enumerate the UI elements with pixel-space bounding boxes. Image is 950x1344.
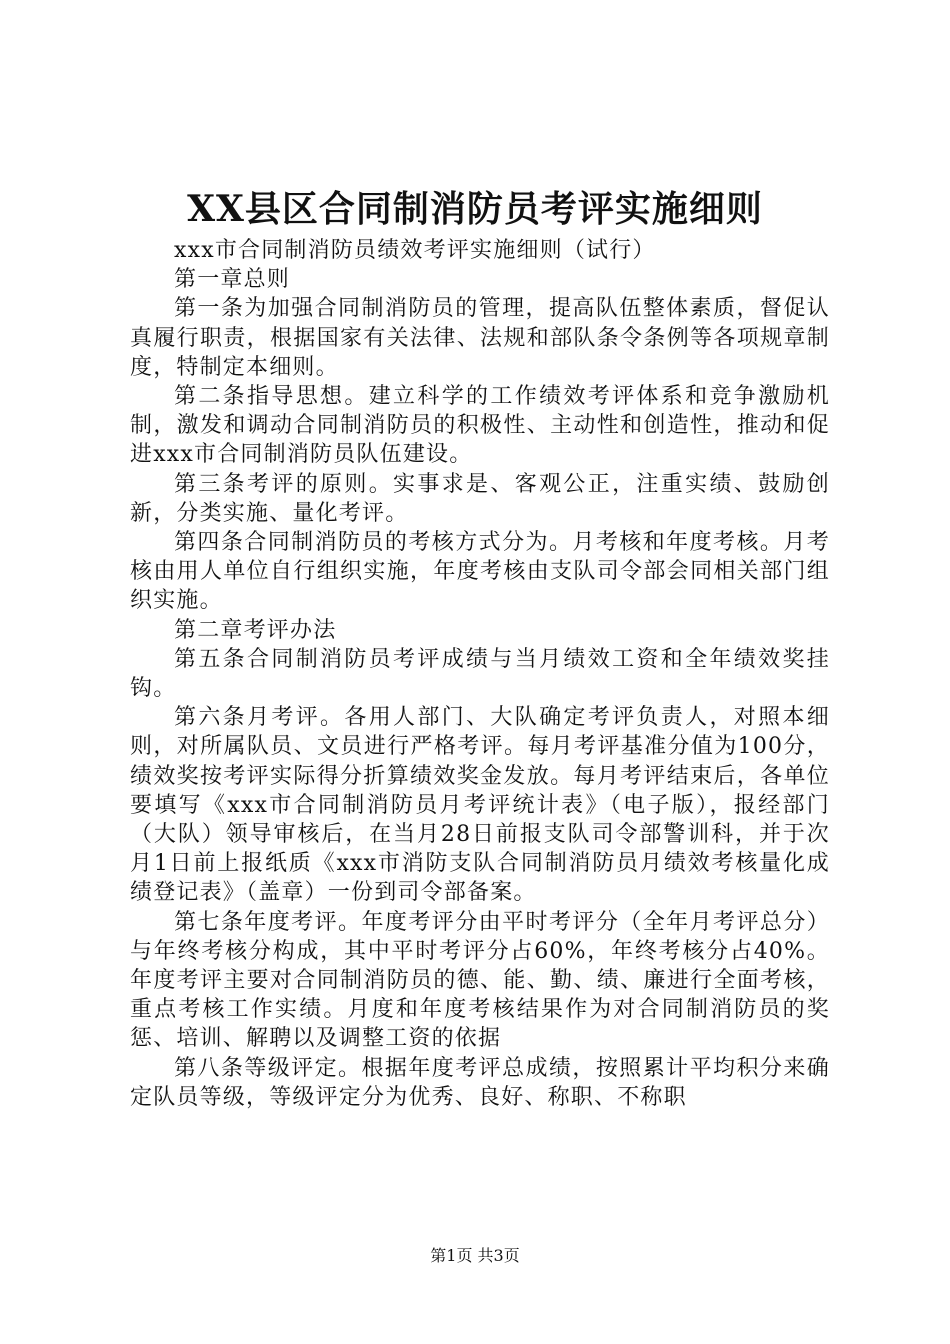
article-paragraph: 第八条等级评定。根据年度考评总成绩，按照累计平均积分来确定队员等级，等级评定分为优秀、良好、称职、不称职	[130, 1055, 830, 1110]
document-title: XX县区合同制消防员考评实施细则	[187, 188, 763, 230]
article-paragraph: 第三条考评的原则。实事求是、客观公正，注重实绩、鼓励创新，分类实施、量化考评。	[130, 471, 830, 526]
subtitle-paragraph: xxx市合同制消防员绩效考评实施细则（试行）	[174, 238, 656, 263]
article-paragraph: 第六条月考评。各用人部门、大队确定考评负责人，对照本细则，对所属队员、文员进行严格考评。每月考评基准分值为100分，绩效奖按考评实际得分折算绩效奖金发放。每月考评结束后，各单位要填写《xxx市合同制消防员月考评统计表》（电子版），报经部门（大队）领导审核后，在当月28日前报支队司令部警训科，并于次月1日前上报纸质《xxx市消防支队合同制消防员月绩效考核量化成绩登记表》（盖章）一份到司令部备案。	[130, 705, 830, 906]
chapter-heading: 第二章考评办法	[174, 617, 337, 643]
document-body	[130, 236, 830, 1112]
article-paragraph: 第一条为加强合同制消防员的管理，提高队伍整体素质，督促认真履行职责，根据国家有关法律、法规和部队条令条例等各项规章制度，特制定本细则。	[130, 296, 830, 380]
article-paragraph: 第七条年度考评。年度考评分由平时考评分（全年月考评总分）与年终考核分构成，其中平时考评分占60%，年终考核分占40%。年度考评主要对合同制消防员的德、能、勤、绩、廉进行全面考核，重点考核工作实绩。月度和年度考核结果作为对合同制消防员的奖惩、培训、解聘以及调整工资的依据	[130, 909, 830, 1052]
page-number-footer: 第1页 共3页	[430, 1246, 520, 1265]
article-paragraph: 第二条指导思想。建立科学的工作绩效考评体系和竞争激励机制，激发和调动合同制消防员的积极性、主动性和创造性，推动和促进xxx市合同制消防员队伍建设。	[130, 384, 830, 468]
chapter-heading: 第一章总则	[174, 267, 291, 293]
article-paragraph: 第五条合同制消防员考评成绩与当月绩效工资和全年绩效奖挂钩。	[130, 646, 830, 702]
article-paragraph: 第四条合同制消防员的考核方式分为。月考核和年度考核。月考核由用人单位自行组织实施，年度考核由支队司令部会同相关部门组织实施。	[130, 530, 830, 614]
